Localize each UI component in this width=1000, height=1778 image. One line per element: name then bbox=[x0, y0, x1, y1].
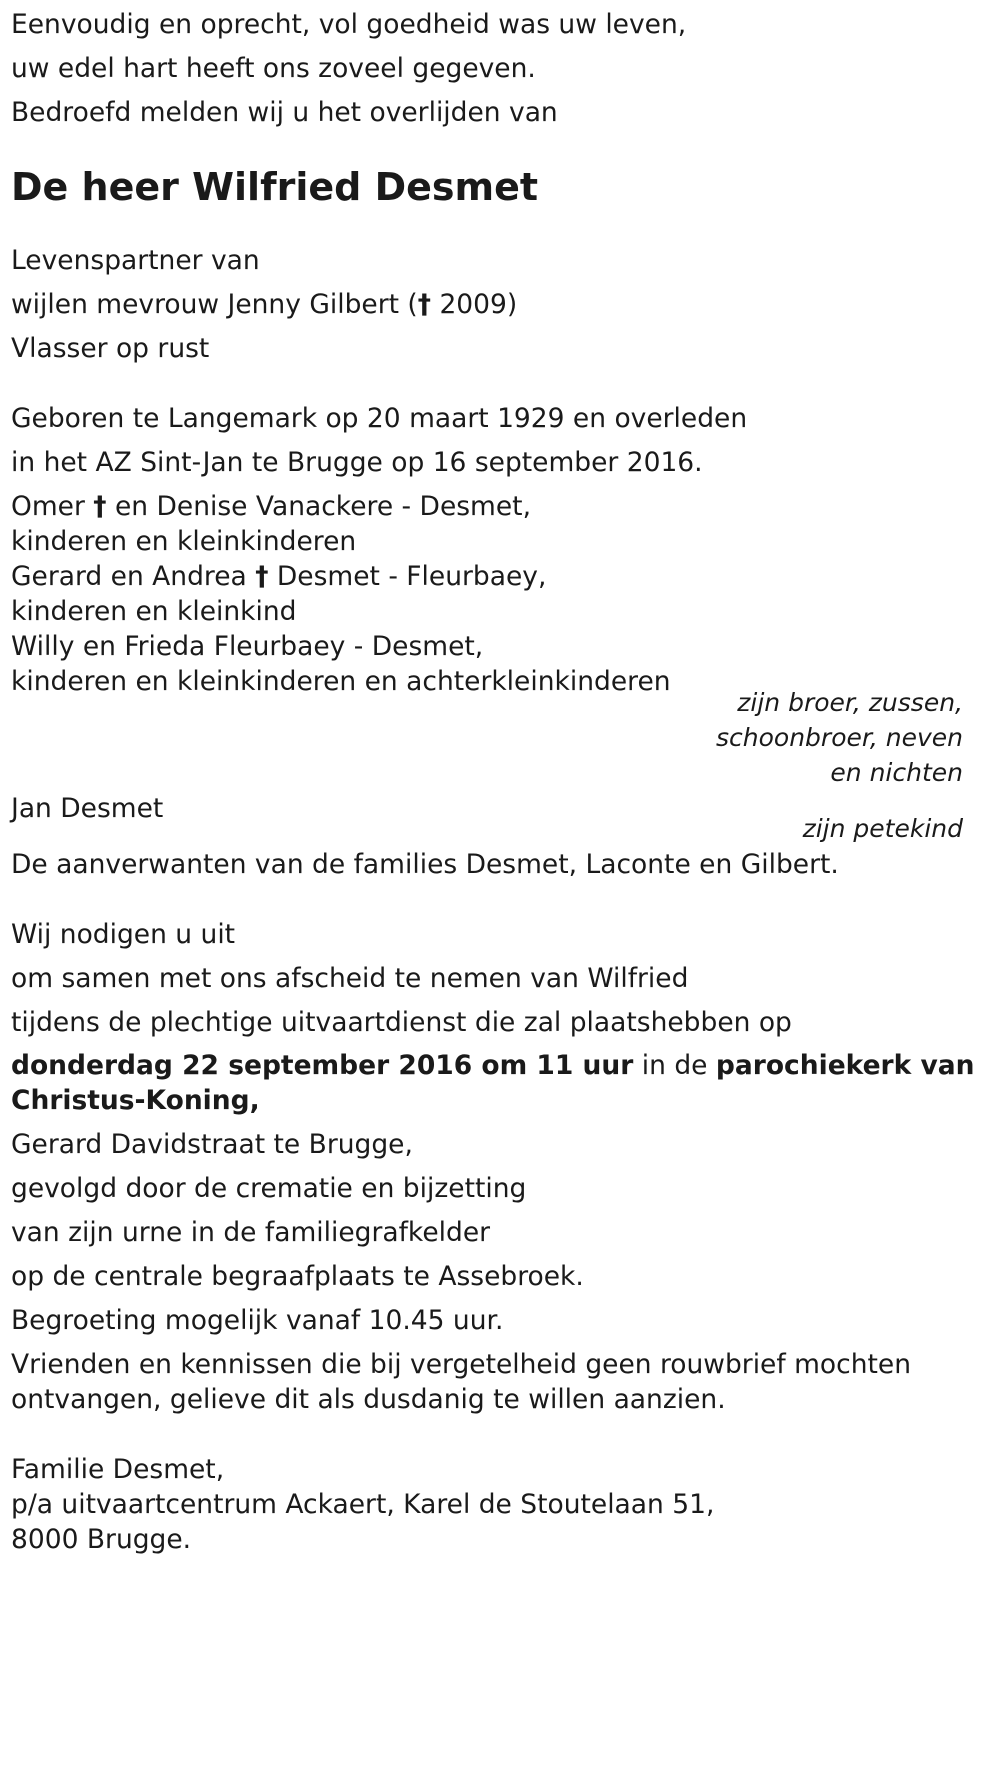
footer-line-1: Familie Desmet, bbox=[11, 1454, 225, 1485]
invite-line-5: Gerard Davidstraat te Brugge, bbox=[11, 1129, 413, 1160]
birth-line-1: Geboren te Langemark op 20 maart 1929 en overleden bbox=[11, 403, 748, 434]
invite-line-7: van zijn urne in de familiegrafkelder bbox=[11, 1217, 491, 1248]
cross-icon: † bbox=[417, 289, 432, 320]
role-siblings-2: schoonbroer, neven bbox=[716, 723, 963, 752]
invite-line-3: tijdens de plechtige uitvaartdienst die zal plaatshebben op bbox=[11, 1007, 792, 1038]
family-omer-post: en Denise Vanackere - Desmet, bbox=[106, 491, 531, 522]
church-name-2: Christus-Koning, bbox=[11, 1085, 260, 1116]
partner-line-2-post: 2009) bbox=[431, 289, 518, 320]
deceased-name: De heer Wilfried Desmet bbox=[11, 165, 539, 209]
relatives-line: De aanverwanten van de families Desmet, Laconte en Gilbert. bbox=[11, 849, 839, 880]
partner-line-1: Levenspartner van bbox=[11, 245, 260, 276]
intro-line-3: Bedroefd melden wij u het overlijden van bbox=[11, 97, 558, 128]
church-name-1: parochiekerk van bbox=[715, 1050, 975, 1081]
birth-line-2: in het AZ Sint-Jan te Brugge op 16 september 2016. bbox=[11, 447, 703, 478]
intro-line-1: Eenvoudig en oprecht, vol goedheid was uw leven, bbox=[11, 9, 687, 40]
partner-line-2-pre: wijlen mevrouw Jenny Gilbert ( bbox=[11, 289, 418, 320]
family-willy: Willy en Frieda Fleurbaey - Desmet, bbox=[11, 631, 484, 662]
service-date: donderdag 22 september 2016 om 11 uur bbox=[11, 1050, 634, 1081]
invite-line-11: ontvangen, gelieve dit als dusdanig te willen aanzien. bbox=[11, 1384, 726, 1415]
family-omer-kids: kinderen en kleinkinderen bbox=[11, 526, 357, 557]
family-willy-kids: kinderen en kleinkinderen en achterkleinkinderen bbox=[11, 666, 671, 697]
intro-line-2: uw edel hart heeft ons zoveel gegeven. bbox=[11, 53, 536, 84]
family-gerard-post: Desmet - Fleurbaey, bbox=[268, 561, 547, 592]
invite-line-8: op de centrale begraafplaats te Assebroek. bbox=[11, 1261, 584, 1292]
invite-line-1: Wij nodigen u uit bbox=[11, 919, 236, 950]
invite-line-6: gevolgd door de crematie en bijzetting bbox=[11, 1173, 527, 1204]
godchild-name: Jan Desmet bbox=[11, 793, 164, 824]
invite-line-2: om samen met ons afscheid te nemen van Wilfried bbox=[11, 963, 689, 994]
footer-line-2: p/a uitvaartcentrum Ackaert, Karel de Stoutelaan 51, bbox=[11, 1489, 715, 1520]
invite-line-10: Vrienden en kennissen die bij vergetelheid geen rouwbrief mochten bbox=[11, 1349, 911, 1380]
family-omer bbox=[11, 492, 531, 522]
footer-line-3: 8000 Brugge. bbox=[11, 1524, 192, 1555]
role-godchild: zijn petekind bbox=[802, 814, 963, 843]
family-gerard bbox=[11, 562, 546, 592]
family-omer-pre: Omer bbox=[11, 491, 94, 522]
partner-line-2 bbox=[11, 290, 517, 320]
cross-icon: † bbox=[255, 561, 269, 592]
family-gerard-kids: kinderen en kleinkind bbox=[11, 596, 297, 627]
partner-line-3: Vlasser op rust bbox=[11, 333, 210, 364]
invite-date-line bbox=[11, 1051, 975, 1081]
role-siblings-3: en nichten bbox=[830, 758, 963, 787]
invite-line-9: Begroeting mogelijk vanaf 10.45 uur. bbox=[11, 1305, 504, 1336]
service-date-mid: in de bbox=[633, 1050, 716, 1081]
cross-icon: † bbox=[93, 491, 107, 522]
role-siblings-1: zijn broer, zussen, bbox=[737, 688, 963, 717]
family-gerard-pre: Gerard en Andrea bbox=[11, 561, 256, 592]
